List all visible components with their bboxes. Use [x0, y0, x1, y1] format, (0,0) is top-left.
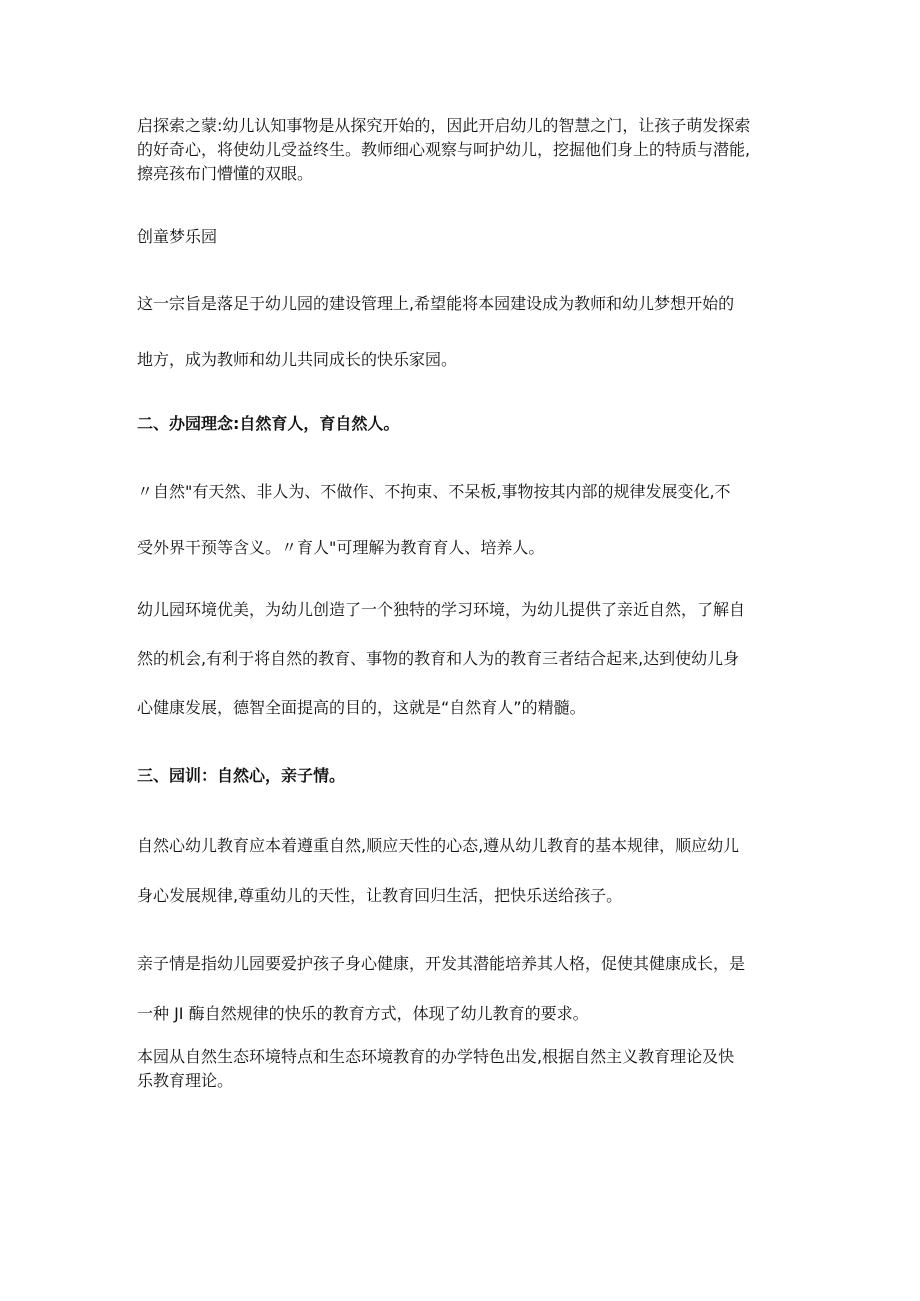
paragraph-line: 地方，成为教师和幼儿共同成长的快乐家园。: [137, 350, 458, 369]
paragraph-line: 然的机会,有利于将自然的教育、事物的教育和人为的教育三者结合起来,达到使幼儿身: [137, 649, 740, 668]
paragraph-nature-heart: [137, 834, 792, 908]
paragraph-line: 心健康发展，德智全面提高的目的，这就是“自然育人”的精髓。: [137, 698, 586, 717]
paragraph-line: 受外界干预等含义。〃育人"可理解为教育育人、培养人。: [137, 538, 545, 557]
paragraph-dream-park: [137, 225, 792, 249]
paragraph-line: 幼儿园环境优美，为幼儿创造了一个独特的学习环境，为幼儿提供了亲近自然，了解自: [137, 600, 746, 619]
paragraph-line: 的好奇心，将使幼儿受益终生。教师细心观察与呵护幼儿，挖掘他们身上的特质与潜能,: [137, 140, 751, 159]
paragraph-parent-child: [137, 952, 792, 1026]
heading-motto: [137, 764, 792, 788]
paragraph-line: 〃自然"有天然、非人为、不做作、不拘束、不呆板,事物按其内部的规律发展变化,不: [137, 482, 731, 501]
paragraph-line: 本园从自然生态环境特点和生态环境教育的办学特色出发,根据自然主义教育理论及快: [137, 1047, 735, 1066]
paragraph-theory: [137, 1045, 792, 1093]
paragraph-purpose: [137, 292, 792, 372]
paragraph-line: 创童梦乐园: [137, 227, 218, 246]
paragraph-line: 一种 JI 酶自然规律的快乐的教育方式，体现了幼儿教育的要求。: [137, 1004, 589, 1023]
paragraph-line: 身心发展规律,尊重幼儿的天性，让教育回归生活，把快乐送给孩子。: [137, 886, 623, 905]
paragraph-explore: [137, 114, 792, 186]
paragraph-line: 自然心幼儿教育应本着遵重自然,顺应天性的心态,遵从幼儿教育的基本规律，顺应幼儿: [137, 836, 740, 855]
heading-philosophy: [137, 412, 792, 436]
paragraph-line: 亲子情是指幼儿园要爱护孩子身心健康，开发其潜能培养其人格，促使其健康成长，是: [137, 954, 746, 973]
section-heading: 三、园训：自然心，亲子情。: [137, 766, 346, 785]
paragraph-line: 这一宗旨是落足于幼儿园的建设管理上,希望能将本园建设成为教师和幼儿梦想开始的: [137, 294, 735, 313]
paragraph-line: 擦亮孩布门懵懂的双眼。: [137, 164, 314, 183]
section-heading: 二、办园理念:自然育人，育自然人。: [137, 414, 400, 433]
paragraph-line: 乐教育理论。: [137, 1071, 234, 1090]
paragraph-line: 启探索之蒙:幼儿认知事物是从探究开始的，因此开启幼儿的智慧之门，让孩子萌发探索: [137, 116, 751, 135]
paragraph-nature-definition: [137, 480, 792, 560]
paragraph-environment: [137, 598, 792, 720]
